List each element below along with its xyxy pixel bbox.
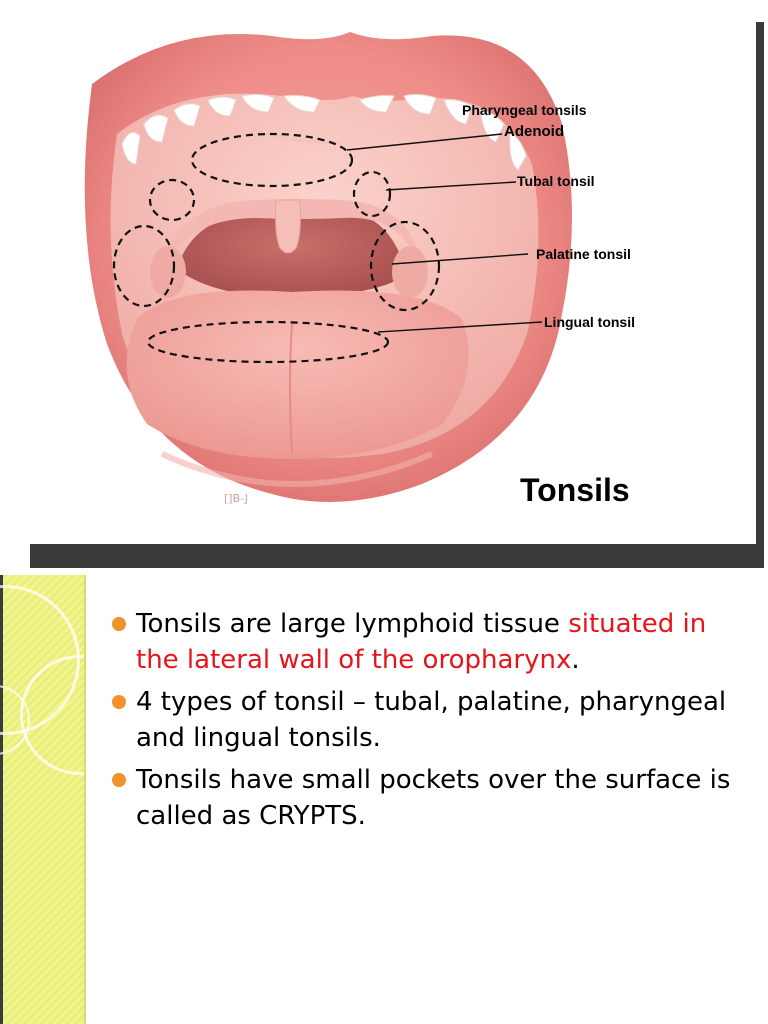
artist-watermark: []B-J xyxy=(224,492,248,505)
decorative-side-strip xyxy=(0,575,86,1024)
right-palatine-tonsil-shape xyxy=(392,246,428,298)
adenoid-label: Adenoid xyxy=(504,123,564,140)
bullet-dot-icon xyxy=(112,773,126,787)
lingual-tonsil-label: Lingual tonsil xyxy=(544,314,635,330)
bullet-text: . xyxy=(571,645,580,675)
mouth-illustration xyxy=(22,14,756,544)
palatine-tonsil-label: Palatine tonsil xyxy=(536,246,631,262)
tongue xyxy=(127,291,469,459)
bullet-list xyxy=(112,606,752,840)
bullet-text: 4 types of tonsil – tubal, palatine, pharyngeal and lingual tonsils. xyxy=(136,687,727,753)
bullet-dot-icon xyxy=(112,695,126,709)
bullet-text: Tonsils have small pockets over the surface is called as CRYPTS. xyxy=(136,765,731,831)
uvula xyxy=(276,200,301,253)
figure-title: Tonsils xyxy=(520,472,630,508)
tonsil-diagram xyxy=(22,14,756,544)
pharyngeal-tonsils-label: Pharyngeal tonsils xyxy=(462,102,587,118)
bullet-item xyxy=(112,762,752,834)
bullet-highlight-text: situated in the lateral wall of the oropharynx xyxy=(136,609,707,675)
bullet-item xyxy=(112,684,752,756)
bullet-item xyxy=(112,606,752,678)
tubal-tonsil-label: Tubal tonsil xyxy=(517,173,595,189)
bullet-text: Tonsils are large lymphoid tissue xyxy=(136,609,569,639)
bullet-dot-icon xyxy=(112,617,126,631)
